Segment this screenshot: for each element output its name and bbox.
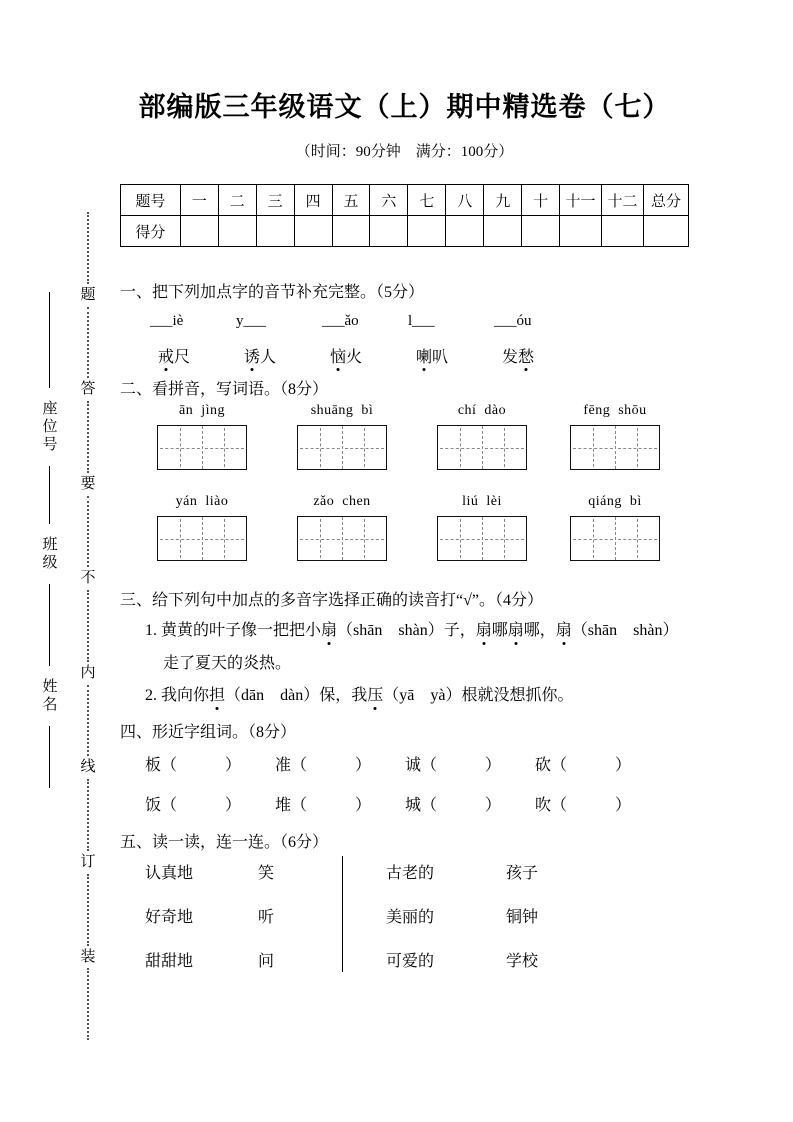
pinyin-word-unit [435, 494, 529, 561]
grid-cell [298, 517, 342, 560]
binding-char: 要 [80, 475, 96, 492]
word-with-blank: 准（ ） [275, 757, 372, 774]
section-2-row-2 [120, 494, 689, 566]
pinyin-word-unit [295, 494, 389, 561]
writing-grid [297, 516, 387, 561]
grid-cell [202, 517, 247, 560]
match-item: 笑 [258, 865, 275, 882]
pinyin-word-unit [435, 403, 529, 470]
grid-cell [571, 517, 615, 560]
binding-dots [87, 307, 89, 379]
score-cell [484, 216, 522, 247]
binding-char: 装 [80, 948, 96, 965]
binding-char: 线 [80, 759, 96, 776]
binding-dots [87, 685, 89, 757]
score-col-header: 七 [408, 185, 446, 216]
binding-dots [87, 212, 89, 284]
grid-cell [615, 517, 660, 560]
score-cell [602, 216, 644, 247]
word-with-blank: 板（ ） [145, 757, 242, 774]
pinyin-label: liú lèi [462, 494, 502, 509]
score-cell [332, 216, 370, 247]
section-2-row-1 [120, 403, 689, 475]
word-with-blank: 饭（ ） [145, 797, 242, 814]
match-item: 美丽的 [386, 909, 435, 926]
section-2-title: 二、看拼音，写词语。（8分） [120, 381, 329, 398]
score-cell [522, 216, 560, 247]
section-3-sentence-2: 2. 我向你担（dān dàn）保，我压（yā yà）根就没想抓你。 [145, 687, 574, 704]
score-col-header: 八 [446, 185, 484, 216]
student-info-column [38, 292, 60, 788]
score-table-score-row [121, 216, 689, 247]
blank-line [49, 726, 50, 788]
score-cell [180, 216, 218, 247]
score-cell [560, 216, 602, 247]
writing-grid [297, 425, 387, 470]
grid-cell [342, 426, 387, 469]
grid-cell [615, 426, 660, 469]
binding-char: 订 [80, 853, 96, 870]
pinyin-label: chí dào [457, 403, 507, 418]
blank-line [49, 584, 50, 666]
pinyin-word-unit [295, 403, 389, 470]
word-with-blank: 堆（ ） [275, 797, 372, 814]
score-col-header: 十二 [602, 185, 644, 216]
exam-meta: （时间：90分钟 满分：100分） [295, 144, 514, 160]
word: 戒尺 [158, 344, 244, 367]
score-table-header-row [121, 185, 689, 216]
score-col-header: 总分 [643, 185, 688, 216]
score-col-header: 一 [180, 185, 218, 216]
binding-char: 题 [80, 286, 96, 303]
syllable-blank: l___ [408, 313, 435, 329]
match-column-verbs [258, 866, 274, 970]
match-item: 铜钟 [506, 909, 539, 926]
pinyin-label: fēng shōu [583, 403, 647, 418]
word-with-blank: 诚（ ） [405, 757, 502, 774]
section-3-title: 三、给下列句中加点的多音字选择正确的读音打“√”。（4分） [120, 592, 543, 609]
score-cell [643, 216, 688, 247]
section-1-syllables [120, 313, 689, 330]
pinyin-label: qiáng bì [588, 494, 642, 509]
word-with-blank: 吹（ ） [535, 797, 632, 814]
pinyin-label: yán liào [175, 494, 229, 509]
word-with-blank: 城（ ） [405, 797, 502, 814]
match-column-nouns [506, 866, 538, 970]
word: 诱人 [244, 344, 330, 367]
grid-cell [571, 426, 615, 469]
binding-dots [87, 590, 89, 662]
match-item: 听 [258, 909, 275, 926]
writing-grid [157, 425, 247, 470]
section-4-row-1 [120, 752, 689, 775]
word: 恼火 [330, 344, 416, 367]
blank-line [49, 466, 50, 524]
section-4-title: 四、形近字组词。（8分） [120, 724, 297, 741]
score-col-header: 五 [332, 185, 370, 216]
binding-char: 答 [80, 381, 96, 398]
score-col-header: 四 [294, 185, 332, 216]
section-1-words [120, 344, 689, 367]
score-cell [294, 216, 332, 247]
section-4-row-2 [120, 792, 689, 815]
pinyin-label: zǎo chen [313, 494, 371, 509]
match-column-adverbs [145, 866, 193, 970]
match-item: 好奇地 [145, 909, 194, 926]
binding-dots [87, 401, 89, 473]
exam-content [120, 85, 689, 1085]
word: 喇叭 [416, 344, 502, 367]
writing-grid [437, 516, 527, 561]
syllable-blank: ___ǎo [322, 313, 359, 329]
grid-cell [438, 426, 482, 469]
pinyin-word-unit [568, 403, 662, 470]
binding-dots [87, 874, 89, 946]
score-cell [218, 216, 256, 247]
seat-number-label: 座位号 [40, 400, 57, 454]
class-label: 班级 [40, 536, 57, 572]
score-cell [256, 216, 294, 247]
match-item: 可爱的 [386, 953, 435, 970]
grid-cell [438, 517, 482, 560]
match-item: 问 [258, 953, 275, 970]
section-3-sentence-1: 1. 黄黄的叶子像一把把小扇（shān shàn）子，扇哪扇哪，扇（shān shàn） [145, 622, 679, 639]
match-item: 学校 [506, 953, 539, 970]
score-col-header: 十一 [560, 185, 602, 216]
word: 发愁 [502, 344, 588, 367]
matching-exercise [120, 854, 689, 984]
match-item: 古老的 [386, 865, 435, 882]
score-corner: 题号 [121, 185, 181, 216]
writing-grid [437, 425, 527, 470]
binding-line [79, 212, 97, 1040]
score-col-header: 六 [370, 185, 408, 216]
pinyin-word-unit [155, 494, 249, 561]
score-col-header: 三 [256, 185, 294, 216]
writing-grid [570, 516, 660, 561]
score-row-label: 得分 [121, 216, 181, 247]
match-column-adjectives [386, 866, 434, 970]
grid-cell [482, 517, 527, 560]
writing-grid [570, 425, 660, 470]
section-1-title: 一、把下列加点字的音节补充完整。（5分） [120, 284, 425, 301]
pinyin-label: shuāng bì [310, 403, 374, 418]
binding-char: 不 [80, 570, 96, 587]
score-col-header: 九 [484, 185, 522, 216]
score-col-header: 二 [218, 185, 256, 216]
score-cell [446, 216, 484, 247]
syllable-blank: y___ [236, 313, 266, 329]
score-table [120, 184, 689, 247]
binding-dots [87, 779, 89, 851]
blank-line [49, 292, 50, 388]
score-col-header: 十 [522, 185, 560, 216]
match-item: 孩子 [506, 865, 539, 882]
writing-grid [157, 516, 247, 561]
grid-cell [202, 426, 247, 469]
match-item: 甜甜地 [145, 953, 194, 970]
page-title: 部编版三年级语文（上）期中精选卷（七） [138, 92, 671, 122]
pinyin-label: ān jìng [179, 403, 225, 418]
syllable-blank: ___iè [150, 313, 184, 329]
section-3-sentence-1-cont: 走了夏天的炎热。 [163, 655, 292, 672]
binding-char: 内 [80, 664, 96, 681]
match-item: 认真地 [145, 865, 194, 882]
grid-cell [298, 426, 342, 469]
syllable-blank: ___óu [494, 313, 532, 329]
score-cell [370, 216, 408, 247]
pinyin-word-unit [155, 403, 249, 470]
word-with-blank: 砍（ ） [535, 757, 632, 774]
grid-cell [342, 517, 387, 560]
grid-cell [482, 426, 527, 469]
name-label: 姓名 [40, 678, 57, 714]
grid-cell [158, 517, 202, 560]
score-cell [408, 216, 446, 247]
binding-dots [87, 968, 89, 1040]
section-5-title: 五、读一读，连一连。（6分） [120, 834, 329, 851]
matching-divider [342, 856, 343, 972]
grid-cell [158, 426, 202, 469]
binding-dots [87, 496, 89, 568]
pinyin-word-unit [568, 494, 662, 561]
